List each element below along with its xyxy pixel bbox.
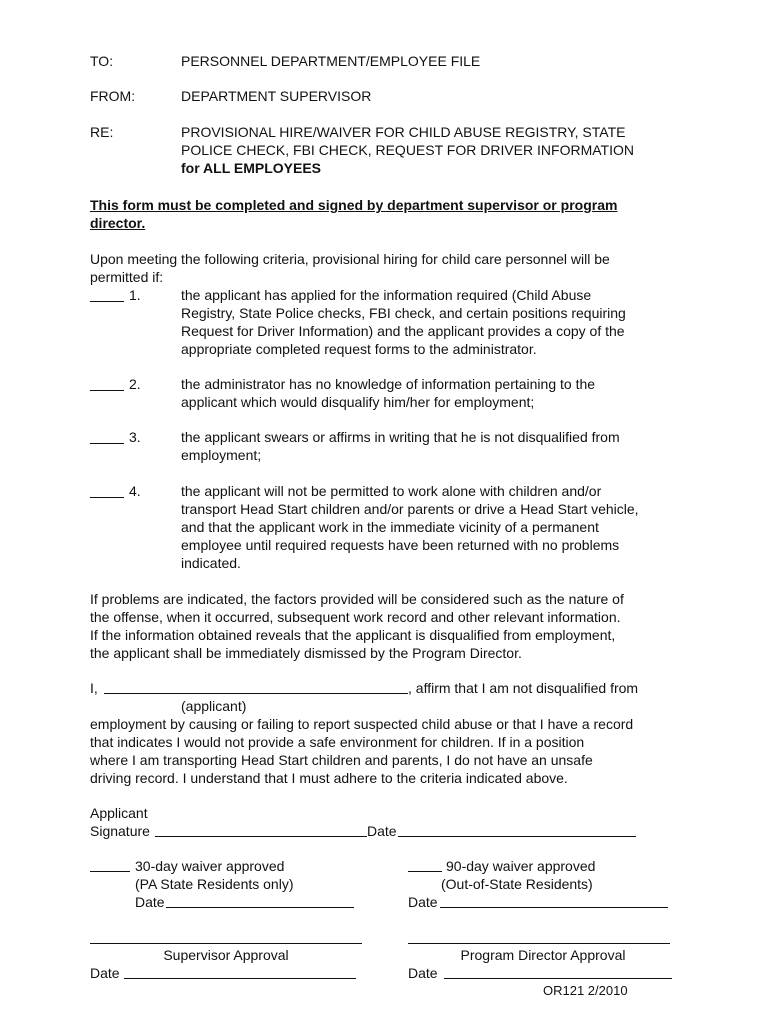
problems-line-4: the applicant shall be immediately dismissed by the Program Director. — [90, 645, 522, 661]
director-approval-field[interactable] — [408, 943, 670, 944]
waiver-30-date-label: Date — [135, 894, 165, 910]
re-line-2: POLICE CHECK, FBI CHECK, REQUEST FOR DRIVER INFORMATION — [181, 142, 634, 158]
to-label: TO: — [90, 53, 114, 69]
supervisor-approval-label: Supervisor Approval — [163, 947, 289, 963]
criterion-2-number: 2. — [129, 376, 141, 392]
criterion-1-number: 1. — [129, 287, 141, 303]
affirm-line-2: that indicates I would not provide a safe environment for children. If in a position — [90, 734, 585, 750]
problems-line-3: If the information obtained reveals that the applicant is disqualified from employment, — [90, 627, 616, 643]
notice-line-1: This form must be completed and signed by department supervisor or program — [90, 197, 618, 213]
criterion-2-line-1: the administrator has no knowledge of information pertaining to the — [181, 376, 596, 392]
waiver-30-checkbox-line[interactable] — [90, 871, 130, 872]
waiver-90-title: 90-day waiver approved — [446, 858, 596, 874]
applicant-label: Applicant — [90, 805, 148, 821]
criterion-1-checkbox-line[interactable] — [90, 287, 124, 302]
waiver-30-date-field[interactable] — [166, 907, 354, 908]
to-value: PERSONNEL DEPARTMENT/EMPLOYEE FILE — [181, 53, 481, 69]
applicant-signature-field[interactable] — [155, 836, 367, 837]
criterion-4-line-1: the applicant will not be permitted to work alone with children and/or — [181, 483, 602, 499]
affirm-suffix: , affirm that I am not disqualified from — [408, 680, 639, 696]
problems-line-1: If problems are indicated, the factors provided will be considered such as the nature of — [90, 591, 624, 607]
form-code: OR121 2/2010 — [543, 983, 628, 998]
re-label: RE: — [90, 124, 114, 140]
applicant-caption: (applicant) — [181, 698, 247, 714]
criterion-1-line-4: appropriate completed request forms to the administrator. — [181, 341, 537, 357]
waiver-90-checkbox-line[interactable] — [408, 871, 442, 872]
director-date-label: Date — [408, 965, 438, 981]
affirm-line-4: driving record. I understand that I must adhere to the criteria indicated above. — [90, 770, 568, 786]
criterion-3-line-2: employment; — [181, 447, 262, 463]
notice-line-2: director. — [90, 215, 146, 231]
supervisor-date-field[interactable] — [124, 978, 356, 979]
signature-label: Signature — [90, 823, 150, 839]
criterion-3-line-1: the applicant swears or affirms in writing that he is not disqualified from — [181, 429, 620, 445]
re-line-1: PROVISIONAL HIRE/WAIVER FOR CHILD ABUSE REGISTRY, STATE — [181, 124, 626, 140]
criterion-4-number: 4. — [129, 483, 141, 499]
criterion-1-line-1: the applicant has applied for the information required (Child Abuse — [181, 287, 592, 303]
waiver-90-sub: (Out-of-State Residents) — [441, 876, 593, 892]
from-label: FROM: — [90, 88, 136, 104]
from-value: DEPARTMENT SUPERVISOR — [181, 88, 372, 104]
waiver-90-date-field[interactable] — [440, 907, 668, 908]
applicant-date-field[interactable] — [398, 836, 636, 837]
problems-line-2: the offense, when it occurred, subsequent work record and other relevant information. — [90, 609, 621, 625]
director-approval-label: Program Director Approval — [460, 947, 626, 963]
criterion-4-line-5: indicated. — [181, 555, 241, 571]
waiver-90-date-label: Date — [408, 894, 438, 910]
applicant-name-field[interactable] — [104, 693, 408, 694]
criterion-1-line-2: Registry, State Police checks, FBI check, and certain positions requiring — [181, 305, 626, 321]
intro-line-2: permitted if: — [90, 269, 164, 285]
criterion-4-line-3: and that the applicant work in the immediate vicinity of a permanent — [181, 519, 599, 535]
signature-date-label: Date — [367, 823, 397, 839]
criterion-2-line-2: applicant which would disqualify him/her for employment; — [181, 394, 535, 410]
director-date-field[interactable] — [444, 978, 672, 979]
affirm-line-1: employment by causing or failing to report suspected child abuse or that I have a record — [90, 716, 634, 732]
criterion-3-number: 3. — [129, 429, 141, 445]
waiver-30-title: 30-day waiver approved — [135, 858, 285, 874]
criterion-4-checkbox-line[interactable] — [90, 483, 124, 498]
criterion-2-checkbox-line[interactable] — [90, 376, 124, 391]
criterion-1-line-3: Request for Driver Information) and the applicant provides a copy of the — [181, 323, 625, 339]
criterion-4-line-2: transport Head Start children and/or parents or drive a Head Start vehicle, — [181, 501, 639, 517]
affirm-line-3: where I am transporting Head Start children and parents, I do not have an unsafe — [90, 752, 593, 768]
supervisor-approval-field[interactable] — [90, 943, 362, 944]
criterion-3-checkbox-line[interactable] — [90, 429, 124, 444]
affirm-prefix: I, — [90, 680, 98, 696]
supervisor-date-label: Date — [90, 965, 120, 981]
re-line-3: for ALL EMPLOYEES — [181, 160, 322, 176]
intro-line-1: Upon meeting the following criteria, provisional hiring for child care personnel will be — [90, 251, 610, 267]
criterion-4-line-4: employee until required requests have been returned with no problems — [181, 537, 620, 553]
waiver-30-sub: (PA State Residents only) — [135, 876, 294, 892]
